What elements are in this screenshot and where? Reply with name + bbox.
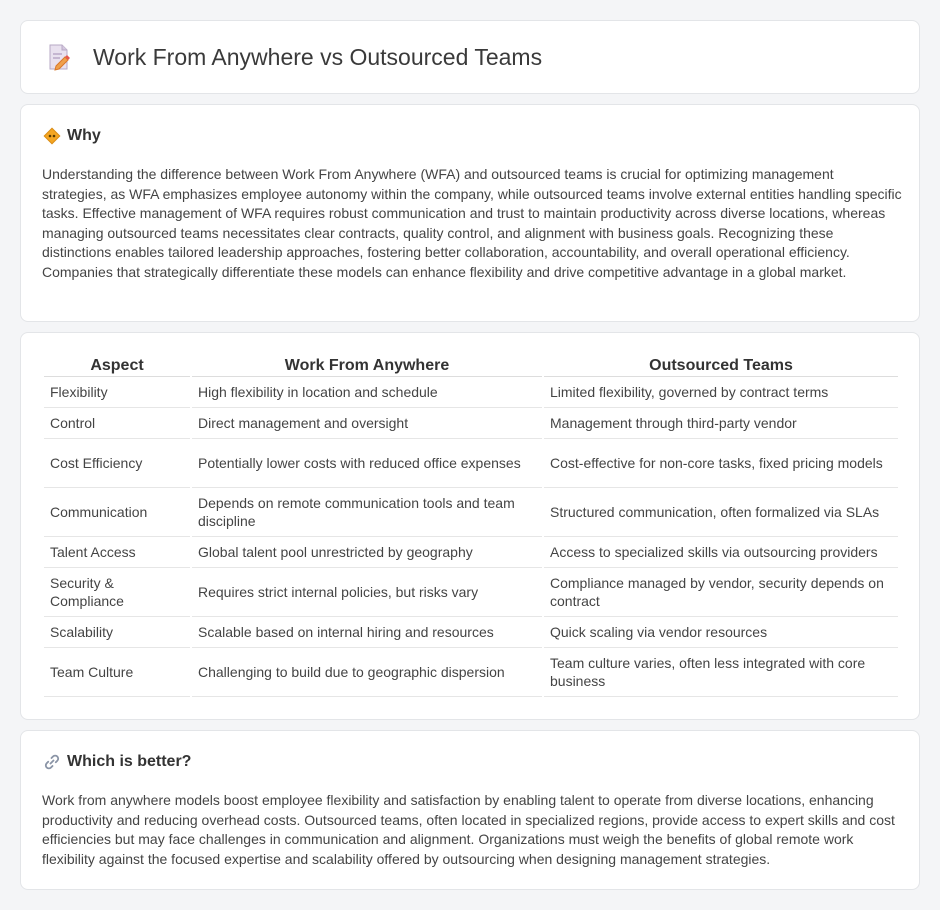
- aspect-cell: Communication: [44, 488, 190, 537]
- outsourced-cell: Cost-effective for non-core tasks, fixed pricing models: [544, 439, 898, 488]
- aspect-cell: Scalability: [44, 617, 190, 648]
- why-text: Understanding the difference between Work From Anywhere (WFA) and outsourced teams is crucial for optimizing management strategies, as WFA emphasizes employee autonomy within the company, while outsourced teams involve external entities handling specific tasks. Effective management of WFA requires robust communication and trust to maintain productivity across diverse locations, whereas managing outsourced teams necessitates clear contracts, quality control, and alignment with business goals. Recognizing these distinctions enables tailored leadership approaches, fostering better collaboration, accountability, and overall operational efficiency. Companies that strategically differentiate these models can enhance flexibility and drive competitive advantage in a global market.: [42, 166, 902, 280]
- outsourced-cell: Access to specialized skills via outsourcing providers: [544, 537, 898, 568]
- table-row: [44, 377, 898, 408]
- better-title: Which is better?: [67, 753, 192, 770]
- outsourced-cell: Compliance managed by vendor, security depends on contract: [544, 568, 898, 617]
- outsourced-cell: Limited flexibility, governed by contract terms: [544, 377, 898, 408]
- wfa-cell: Global talent pool unrestricted by geography: [192, 537, 542, 568]
- table-row: [44, 439, 898, 488]
- which-is-better-section: [20, 730, 920, 890]
- outsourced-cell: Structured communication, often formalized via SLAs: [544, 488, 898, 537]
- table-row: [44, 568, 898, 617]
- why-section: [20, 104, 920, 322]
- aspect-cell: Team Culture: [44, 648, 190, 697]
- outsourced-cell: Management through third-party vendor: [544, 408, 898, 439]
- wfa-cell: Challenging to build due to geographic dispersion: [192, 648, 542, 697]
- table-row: [44, 617, 898, 648]
- column-header-aspect: Aspect: [44, 355, 190, 377]
- wfa-cell: Potentially lower costs with reduced office expenses: [192, 439, 542, 488]
- wfa-cell: High flexibility in location and schedule: [192, 377, 542, 408]
- aspect-cell: Cost Efficiency: [44, 439, 190, 488]
- outsourced-cell: Team culture varies, often less integrated with core business: [544, 648, 898, 697]
- why-heading: [43, 127, 101, 145]
- table-row: [44, 537, 898, 568]
- table-row: [44, 648, 898, 697]
- outsourced-cell: Quick scaling via vendor resources: [544, 617, 898, 648]
- column-header-wfa: Work From Anywhere: [192, 355, 542, 377]
- page-title: Work From Anywhere vs Outsourced Teams: [93, 43, 543, 70]
- header-card: [20, 20, 920, 94]
- column-header-outsourced: Outsourced Teams: [544, 355, 898, 377]
- table-row: [44, 408, 898, 439]
- diamond-sign-icon: [43, 127, 61, 145]
- wfa-cell: Direct management and oversight: [192, 408, 542, 439]
- comparison-table: [42, 355, 900, 697]
- comparison-section: [20, 332, 920, 720]
- aspect-cell: Control: [44, 408, 190, 439]
- table-row: [44, 488, 898, 537]
- better-text: Work from anywhere models boost employee flexibility and satisfaction by enabling talent to operate from diverse locations, enhancing productivity and reducing overhead costs. Outsourced teams, often located in specialized regions, provide access to expert skills and cost efficiencies but may face challenges in communication and alignment. Organizations must weigh the benefits of global remote work flexibility against the focused expertise and scalability offered by outsourcing when designing management strategies.: [42, 792, 895, 867]
- wfa-cell: Requires strict internal policies, but risks vary: [192, 568, 542, 617]
- wfa-cell: Scalable based on internal hiring and resources: [192, 617, 542, 648]
- link-icon: [43, 753, 61, 771]
- table-header-row: [44, 355, 898, 377]
- aspect-cell: Flexibility: [44, 377, 190, 408]
- why-title: Why: [67, 127, 101, 144]
- aspect-cell: Talent Access: [44, 537, 190, 568]
- wfa-cell: Depends on remote communication tools and team discipline: [192, 488, 542, 537]
- better-heading: [43, 753, 191, 771]
- document-pencil-icon: [47, 43, 71, 71]
- aspect-cell: Security & Compliance: [44, 568, 190, 617]
- title-row: [47, 43, 542, 71]
